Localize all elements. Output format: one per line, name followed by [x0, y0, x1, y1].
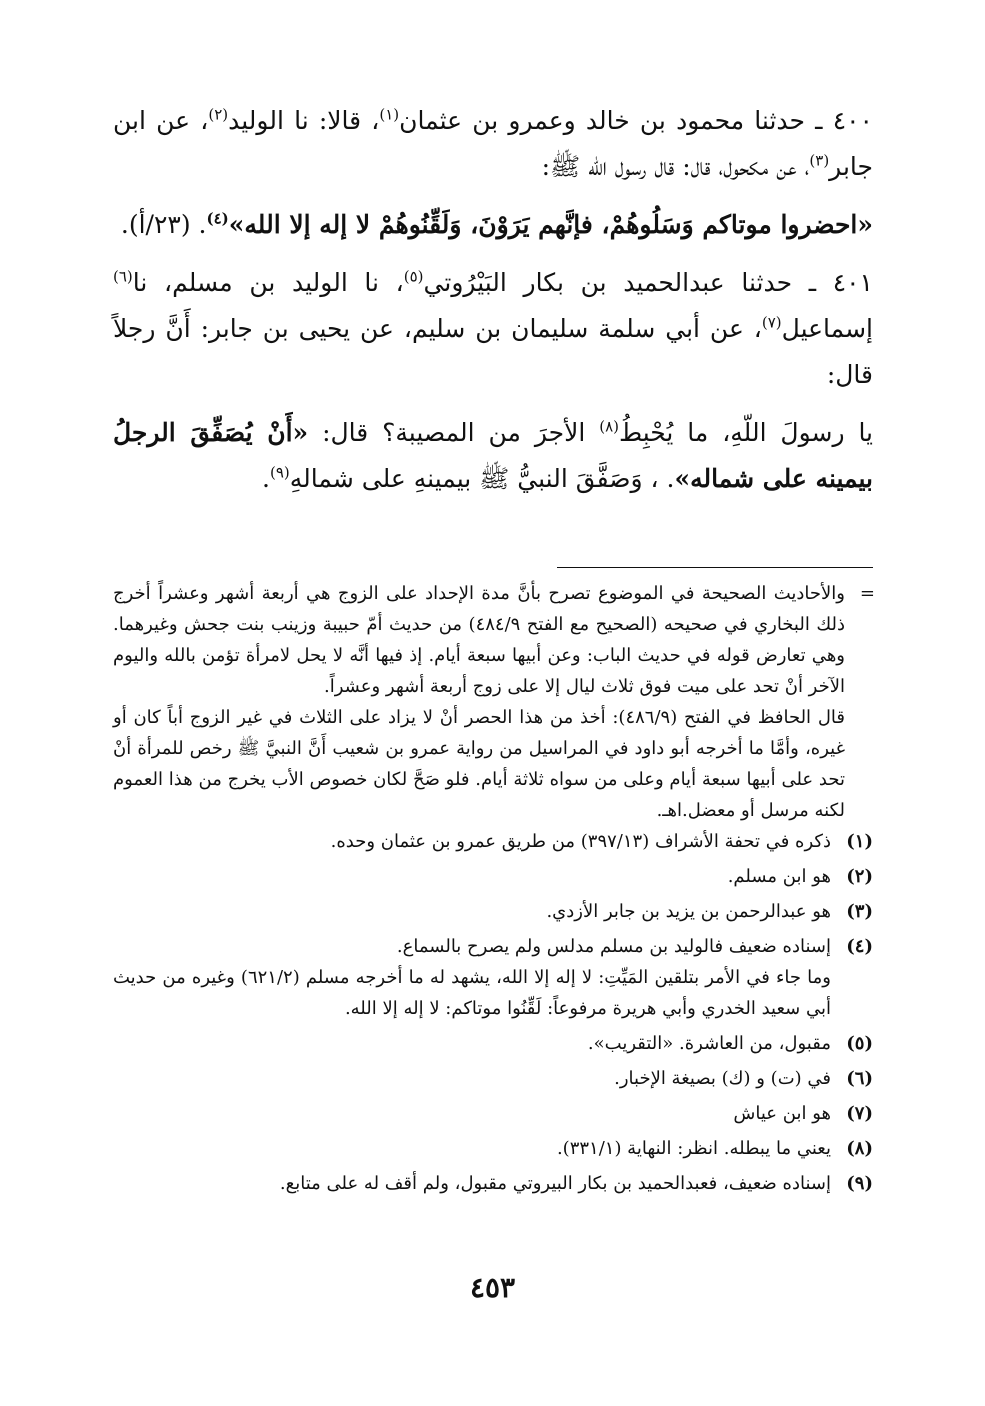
footnote-item-7 — [113, 1098, 873, 1129]
isnad-text: ، عن أبي سلمة سليمان بن سليم، عن يحيى بن جابر: أَنَّ رجلاً قال: — [113, 314, 873, 389]
footnote-text: هو ابن مسلم. — [727, 866, 831, 887]
footnote-text: هو عبدالرحمن بن يزيد بن جابر الأزدي. — [546, 901, 831, 922]
hadith-400-isnad — [113, 98, 873, 190]
hadith-400-matn — [113, 202, 873, 248]
hadith-401-isnad — [113, 260, 873, 398]
footnote-number: (٥) — [846, 1033, 873, 1054]
footnote-ref-9[interactable]: (٩) — [270, 463, 290, 482]
page-number: ٤٥٣ — [469, 1271, 516, 1304]
isnad-text: ٤٠٠ ـ حدثنا محمود بن خالد وعمرو بن عثمان — [399, 106, 873, 135]
footnote-ref-2[interactable]: (٢) — [208, 105, 229, 124]
matn-text: . — [262, 464, 270, 493]
isnad-text: ، قالا: نا الوليد — [228, 106, 380, 135]
matn-text: «احضروا موتاكم وَسَلُوهُمْ، فإنَّهم يَرَوْنَ، وَلَقِّنُوهُمْ لا إله إلا الله» — [228, 210, 873, 239]
footnote-number: (٧) — [846, 1103, 873, 1124]
footnote-number: (٢) — [846, 866, 873, 887]
footnote-continuation — [113, 578, 873, 826]
footnote-ref-3[interactable]: (٣) — [809, 151, 830, 170]
footnote-item-3 — [113, 896, 873, 927]
footnote-ref-7[interactable]: (٧) — [761, 313, 782, 332]
footnote-text: يعني ما يبطله. انظر: النهاية (٣٣١/١). — [556, 1138, 831, 1159]
footnote-item-4 — [113, 931, 873, 1024]
footnote-number: (٩) — [846, 1173, 873, 1194]
footnote-ref-5[interactable]: (٥) — [403, 267, 424, 286]
footnote-item-6 — [113, 1063, 873, 1094]
footnote-ref-4[interactable]: (٤) — [206, 209, 229, 228]
footnote-ref-1[interactable]: (١) — [379, 105, 400, 124]
matn-text: يا رسولَ اللّهِ، ما يُحْبِطُ — [619, 418, 874, 447]
footnote-text: وما جاء في الأمر بتلقين المَيِّتِ: لا إله إلا الله، يشهد له ما أخرجه مسلم (٦٢١/٢) وغيره من حديث أبي سعيد الخدري وأبي هريرة مرفوعاً: لَقِّنُوا موتاكم: لا إله إلا الله. — [113, 967, 831, 1019]
isnad-text: ، عن مكحول، قال: قال رسول الله ﷺ: — [541, 152, 810, 181]
footnotes — [113, 578, 873, 1203]
footnote-item-5 — [113, 1028, 873, 1059]
footnote-paragraph: والأحاديث الصحيحة في الموضوع تصرح بأنَّ مدة الإحداد على الزوج هي أربعة أشهر وعشراً أخرج ذلك البخاري في صحيحه (الصحيح مع الفتح ٤٨٤/٩) من حديث أمّ حبيبة وزينب بنت جحش وغيرهما. وهي تعارض قوله في حديث الباب: وعن أبيها سبعة أيام. إذ فيها أنَّه لا يحل لامرأة تؤمن بالله واليوم الآخر أنْ تحد على ميت فوق ثلاث ليال إلا على زوج أربعة أشهر وعشراً. — [113, 583, 845, 697]
matn-text: الأجرَ من المصيبة؟ قال: — [308, 418, 600, 447]
prophetic-saying: «أَنْ يُصَفِّقَ الرجلُ بيمينه على شماله» — [113, 418, 873, 493]
footnote-paragraph: قال الحافظ في الفتح (٤٨٦/٩): أخذ من هذا الحصر أنْ لا يزاد على الثلاث في غير الزوج أباً كان أو غيره، وأمَّا ما أخرجه أبو داود في المراسيل من رواية عمرو بن شعيب أَنَّ النبيَّ ﷺ رخص للمرأة أنْ تحد على أبيها سبعة أيام وعلى من سواه ثلاثة أيام. فلو صَحَّ لكان خصوص الأب يخرج من هذا العموم لكنه مرسل أو معضل.اهـ. — [113, 707, 845, 821]
footnote-item-2 — [113, 861, 873, 892]
matn-text: . ، وَصَفَّقَ النبيُّ ﷺ بيمينهِ على شمالهِ — [289, 464, 675, 493]
footnote-text: مقبول، من العاشرة. «التقريب». — [587, 1033, 831, 1054]
footnote-text: ذكره في تحفة الأشراف (٣٩٧/١٣) من طريق عمرو بن عثمان وحده. — [330, 831, 831, 852]
footnote-text: إسناده ضعيف، فعبدالحميد بن بكار البيروتي مقبول، ولم أقف له على متابع. — [279, 1173, 831, 1194]
main-text — [113, 98, 873, 514]
footnote-number: (٣) — [846, 901, 873, 922]
footnote-ref-6[interactable]: (٦) — [113, 267, 133, 286]
footnote-text: في (ت) و (ك) بصيغة الإخبار. — [614, 1068, 831, 1089]
footnote-item-9 — [113, 1168, 873, 1199]
footnote-number: (٦) — [846, 1068, 873, 1089]
footnote-text: هو ابن عياش — [733, 1103, 831, 1124]
footnote-item-1 — [113, 826, 873, 857]
footnote-number: (٨) — [846, 1138, 873, 1159]
footnote-item-8 — [113, 1133, 873, 1164]
footnote-text: إسناده ضعيف فالوليد بن مسلم مدلس ولم يصرح بالسماع. — [396, 936, 831, 957]
continuation-mark: = — [859, 583, 875, 604]
footnote-number: (٤) — [846, 936, 873, 957]
footnote-separator — [557, 567, 873, 568]
isnad-text: ، عن ابن جابر — [113, 106, 873, 181]
isnad-text: ٤٠١ ـ حدثنا عبدالحميد بن بكار البَيْرُوتي — [423, 268, 873, 297]
footnote-ref-8[interactable]: (٨) — [599, 417, 619, 436]
manuscript-ref: . (٢٣/أ). — [120, 210, 207, 239]
isnad-text: إسماعيل — [781, 314, 873, 343]
isnad-text: ، نا الوليد بن مسلم، نا — [132, 268, 404, 297]
hadith-401-matn — [113, 410, 873, 502]
footnote-number: (١) — [846, 831, 873, 852]
